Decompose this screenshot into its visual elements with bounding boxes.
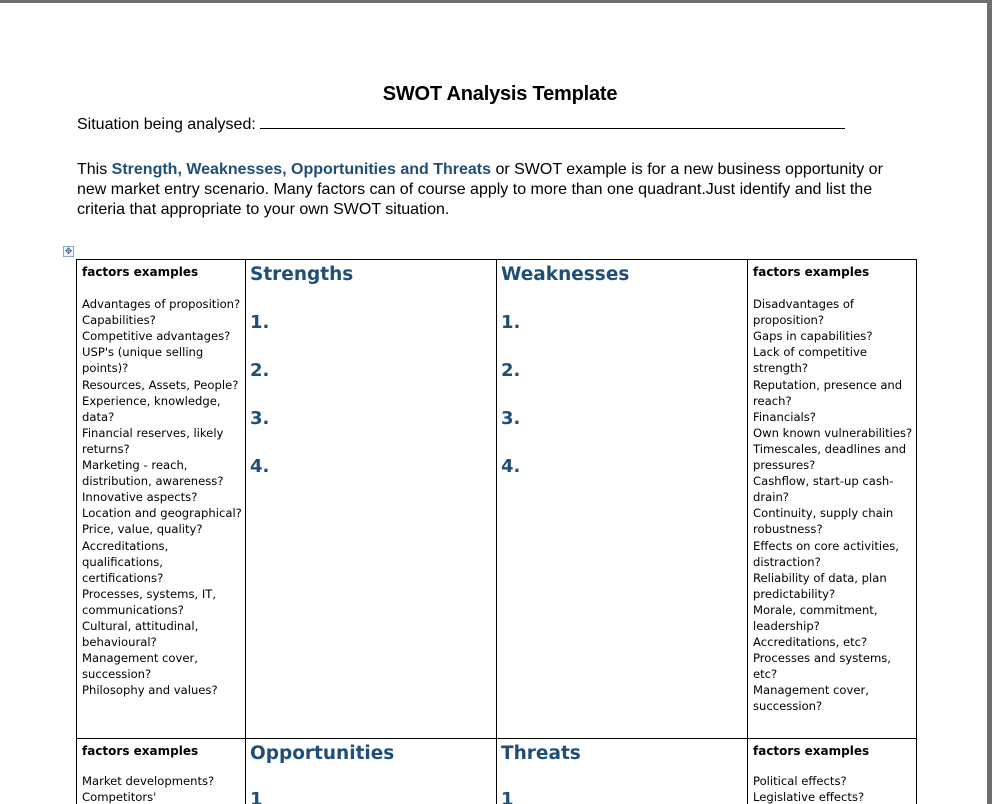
factor-item: Marketing - reach, distribution, awareness? <box>82 458 224 489</box>
factor-item: Continuity, supply chain robustness? <box>753 506 894 537</box>
factor-item: Disadvantages of proposition? <box>753 297 855 328</box>
factor-item: USP's (unique selling points)? <box>82 345 204 376</box>
factor-item: Resources, Assets, People? <box>82 377 239 392</box>
factor-item: Processes, systems, IT, communications? <box>82 586 217 617</box>
factor-item: Gaps in capabilities? <box>753 329 873 344</box>
strengths-factors-cell[interactable] <box>77 260 246 739</box>
opportunities-factors-cell[interactable] <box>77 739 246 804</box>
intro-prefix: This <box>77 161 112 178</box>
factor-item: Capabilities? <box>82 313 156 328</box>
factor-item: Financial reserves, likely returns? <box>82 425 224 456</box>
factor-item: Cashflow, start-up cash-drain? <box>753 474 894 505</box>
strengths-item-number: 3. <box>250 408 270 429</box>
factor-item: Accreditations, qualifications, certifications? <box>82 538 169 585</box>
factor-item: Management cover, succession? <box>753 683 869 714</box>
opportunities-cell[interactable] <box>246 739 497 804</box>
weaknesses-factors-list <box>753 296 916 714</box>
factor-item: Innovative aspects? <box>82 490 198 505</box>
weaknesses-item-number: 3. <box>501 408 521 429</box>
factor-item: Competitive advantages? <box>82 329 231 344</box>
swot-table <box>76 259 917 804</box>
factor-item: Cultural, attitudinal, behavioural? <box>82 618 199 650</box>
factor-item: Political effects? <box>753 774 847 789</box>
factor-item: Own known vulnerabilities? <box>753 425 913 440</box>
threats-item-number: 1 <box>501 789 514 804</box>
factors-header: factors examples <box>82 744 199 758</box>
situation-label: Situation being analysed: <box>77 116 256 133</box>
swot-row-bottom <box>77 739 917 804</box>
factor-item: Advantages of proposition? <box>82 297 241 312</box>
factor-item: Competitors' <box>82 790 157 804</box>
factor-item: Philosophy and values? <box>82 683 218 698</box>
strengths-factors-list <box>82 296 245 698</box>
factor-item: Location and geographical? <box>82 506 242 521</box>
swot-row-top <box>77 260 917 739</box>
situation-blank-line[interactable] <box>260 114 845 129</box>
opportunities-header: Opportunities <box>250 743 395 764</box>
document-page <box>0 3 987 804</box>
opportunities-item-number: 1 <box>250 789 263 804</box>
factor-item: Management cover, succession? <box>82 651 198 682</box>
threats-factors-list <box>753 773 916 804</box>
move-arrows-icon[interactable]: ✥ <box>64 247 73 257</box>
strengths-header: Strengths <box>250 264 354 285</box>
threats-header: Threats <box>501 743 581 764</box>
weaknesses-cell[interactable] <box>497 260 748 739</box>
strengths-item-number: 1. <box>250 312 270 333</box>
factor-item: Legislative effects? <box>753 790 865 804</box>
weaknesses-item-number: 4. <box>501 456 521 477</box>
intro-highlight: Strength, Weaknesses, Opportunities and Threats <box>111 161 492 178</box>
factor-item: Experience, knowledge, data? <box>82 393 221 424</box>
factor-item: Reputation, presence and reach? <box>753 377 903 408</box>
factor-item: Price, value, quality? <box>82 522 203 537</box>
weaknesses-factors-cell[interactable] <box>748 260 917 739</box>
factor-item: Lack of competitive strength? <box>753 345 867 376</box>
weaknesses-item-number: 1. <box>501 312 521 333</box>
factor-item: Reliability of data, plan predictability? <box>753 570 887 601</box>
factors-header: factors examples <box>753 744 870 758</box>
weaknesses-item-number: 2. <box>501 360 521 381</box>
factor-item: Effects on core activities, distraction? <box>753 538 899 569</box>
factor-item: Timescales, deadlines and pressures? <box>753 441 907 473</box>
intro-suffix: or SWOT example is for a new business opportunity or new market entry scenario. Many factors can of course apply to more than one quadrant.Just identify and list the criteria that appropriate to your own SWOT situation. <box>77 161 883 218</box>
opportunities-factors-list <box>82 773 245 804</box>
factors-header: factors examples <box>82 265 199 279</box>
strengths-item-number: 2. <box>250 360 270 381</box>
strengths-item-number: 4. <box>250 456 270 477</box>
weaknesses-header: Weaknesses <box>501 264 630 285</box>
situation-field <box>77 114 845 134</box>
threats-cell[interactable] <box>497 739 748 804</box>
factor-item: Market developments? <box>82 774 215 789</box>
factor-item: Accreditations, etc? <box>753 635 868 650</box>
factor-item: Processes and systems, etc? <box>753 651 891 682</box>
document-title: SWOT Analysis Template <box>382 83 618 105</box>
factor-item: Morale, commitment, leadership? <box>753 602 878 633</box>
threats-factors-cell[interactable] <box>748 739 917 804</box>
strengths-cell[interactable] <box>246 260 497 739</box>
factors-header: factors examples <box>753 265 870 279</box>
factor-item: Financials? <box>753 409 816 424</box>
intro-paragraph <box>77 160 907 220</box>
